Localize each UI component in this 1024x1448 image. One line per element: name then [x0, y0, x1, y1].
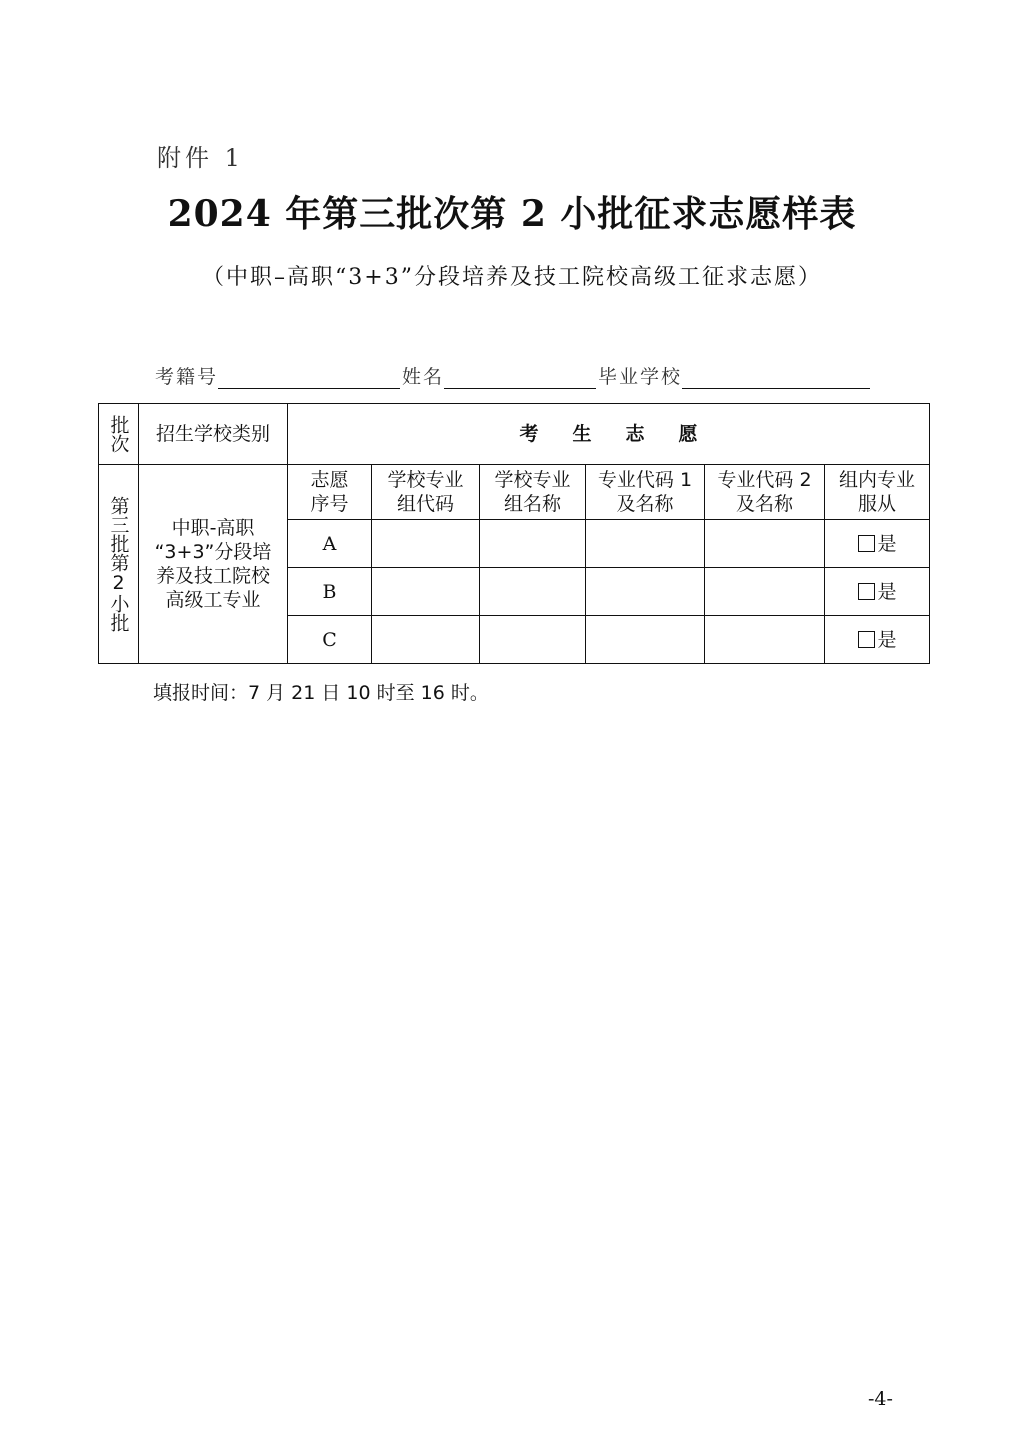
obey-checkbox[interactable] [858, 535, 875, 552]
column-header-group-name [480, 465, 586, 520]
column-header-line: 组代码 [396, 493, 454, 515]
column-header-line: 组内专业 [839, 469, 916, 491]
school-blank [682, 366, 870, 389]
category-value-cell [139, 465, 288, 664]
category-line: “3+3”分段培 [154, 541, 272, 563]
column-header-line: 学校专业 [387, 469, 464, 491]
fill-time-note: 填报时间：7 月 21 日 10 时至 16 时。 [153, 682, 489, 704]
seq-cell: A [288, 520, 372, 568]
category-line: 中职-高职 [171, 517, 255, 539]
category-line: 养及技工院校 [155, 565, 270, 587]
page-subtitle: （中职–高职“3+3”分段培养及技工院校高级工征求志愿） [202, 265, 822, 290]
major-1-input[interactable] [586, 568, 705, 616]
column-header-line: 序号 [310, 493, 349, 515]
group-code-input[interactable] [372, 616, 480, 664]
obey-checkbox[interactable] [858, 583, 875, 600]
attachment-label: 附件 1 [157, 144, 244, 172]
category-header: 招生学校类别 [139, 404, 288, 465]
wish-form-table [98, 403, 930, 664]
column-header-line: 服从 [858, 493, 897, 515]
group-name-input[interactable] [480, 520, 586, 568]
column-header-row [99, 465, 930, 520]
exam-no-label: 考籍号 [155, 366, 219, 388]
major-2-input[interactable] [705, 616, 825, 664]
major-2-input[interactable] [705, 520, 825, 568]
batch-value-cell [99, 465, 139, 664]
page-number: -4- [868, 1388, 893, 1410]
obey-label: 是 [877, 532, 897, 555]
obey-cell [825, 568, 930, 616]
group-code-input[interactable] [372, 568, 480, 616]
column-header-major-2 [705, 465, 825, 520]
category-line: 高级工专业 [165, 589, 261, 611]
obey-checkbox[interactable] [858, 631, 875, 648]
name-blank [444, 366, 596, 389]
batch-value: 第三批第2小批 [107, 496, 130, 632]
exam-no-blank [218, 366, 400, 389]
name-label: 姓名 [402, 366, 445, 388]
group-code-input[interactable] [372, 520, 480, 568]
group-name-input[interactable] [480, 616, 586, 664]
wish-header: 考生志愿 [519, 423, 732, 445]
column-header-line: 及名称 [735, 493, 793, 515]
seq-cell: B [288, 568, 372, 616]
obey-cell [825, 616, 930, 664]
major-1-input[interactable] [586, 616, 705, 664]
column-header-group-code [372, 465, 480, 520]
column-header-line: 专业代码 2 [717, 469, 812, 491]
obey-cell [825, 520, 930, 568]
column-header-line: 学校专业 [494, 469, 571, 491]
school-label: 毕业学校 [598, 366, 683, 388]
column-header-line: 及名称 [616, 493, 674, 515]
column-header-line: 志愿 [310, 469, 349, 491]
batch-header-cell [99, 404, 139, 465]
obey-label: 是 [877, 580, 897, 603]
wish-header-cell [288, 404, 930, 465]
seq-cell: C [288, 616, 372, 664]
column-header-obey [825, 465, 930, 520]
page-title: 2024 年第三批次第 2 小批征求志愿样表 [167, 193, 857, 235]
major-1-input[interactable] [586, 520, 705, 568]
column-header-line: 专业代码 1 [597, 469, 693, 491]
obey-label: 是 [877, 628, 897, 651]
group-name-input[interactable] [480, 568, 586, 616]
column-header-major-1 [586, 465, 705, 520]
table-header-row [99, 404, 930, 465]
major-2-input[interactable] [705, 568, 825, 616]
applicant-info-line [155, 362, 870, 389]
column-header-line: 组名称 [503, 493, 561, 515]
batch-header: 批次 [107, 415, 130, 453]
column-header-seq [288, 465, 372, 520]
